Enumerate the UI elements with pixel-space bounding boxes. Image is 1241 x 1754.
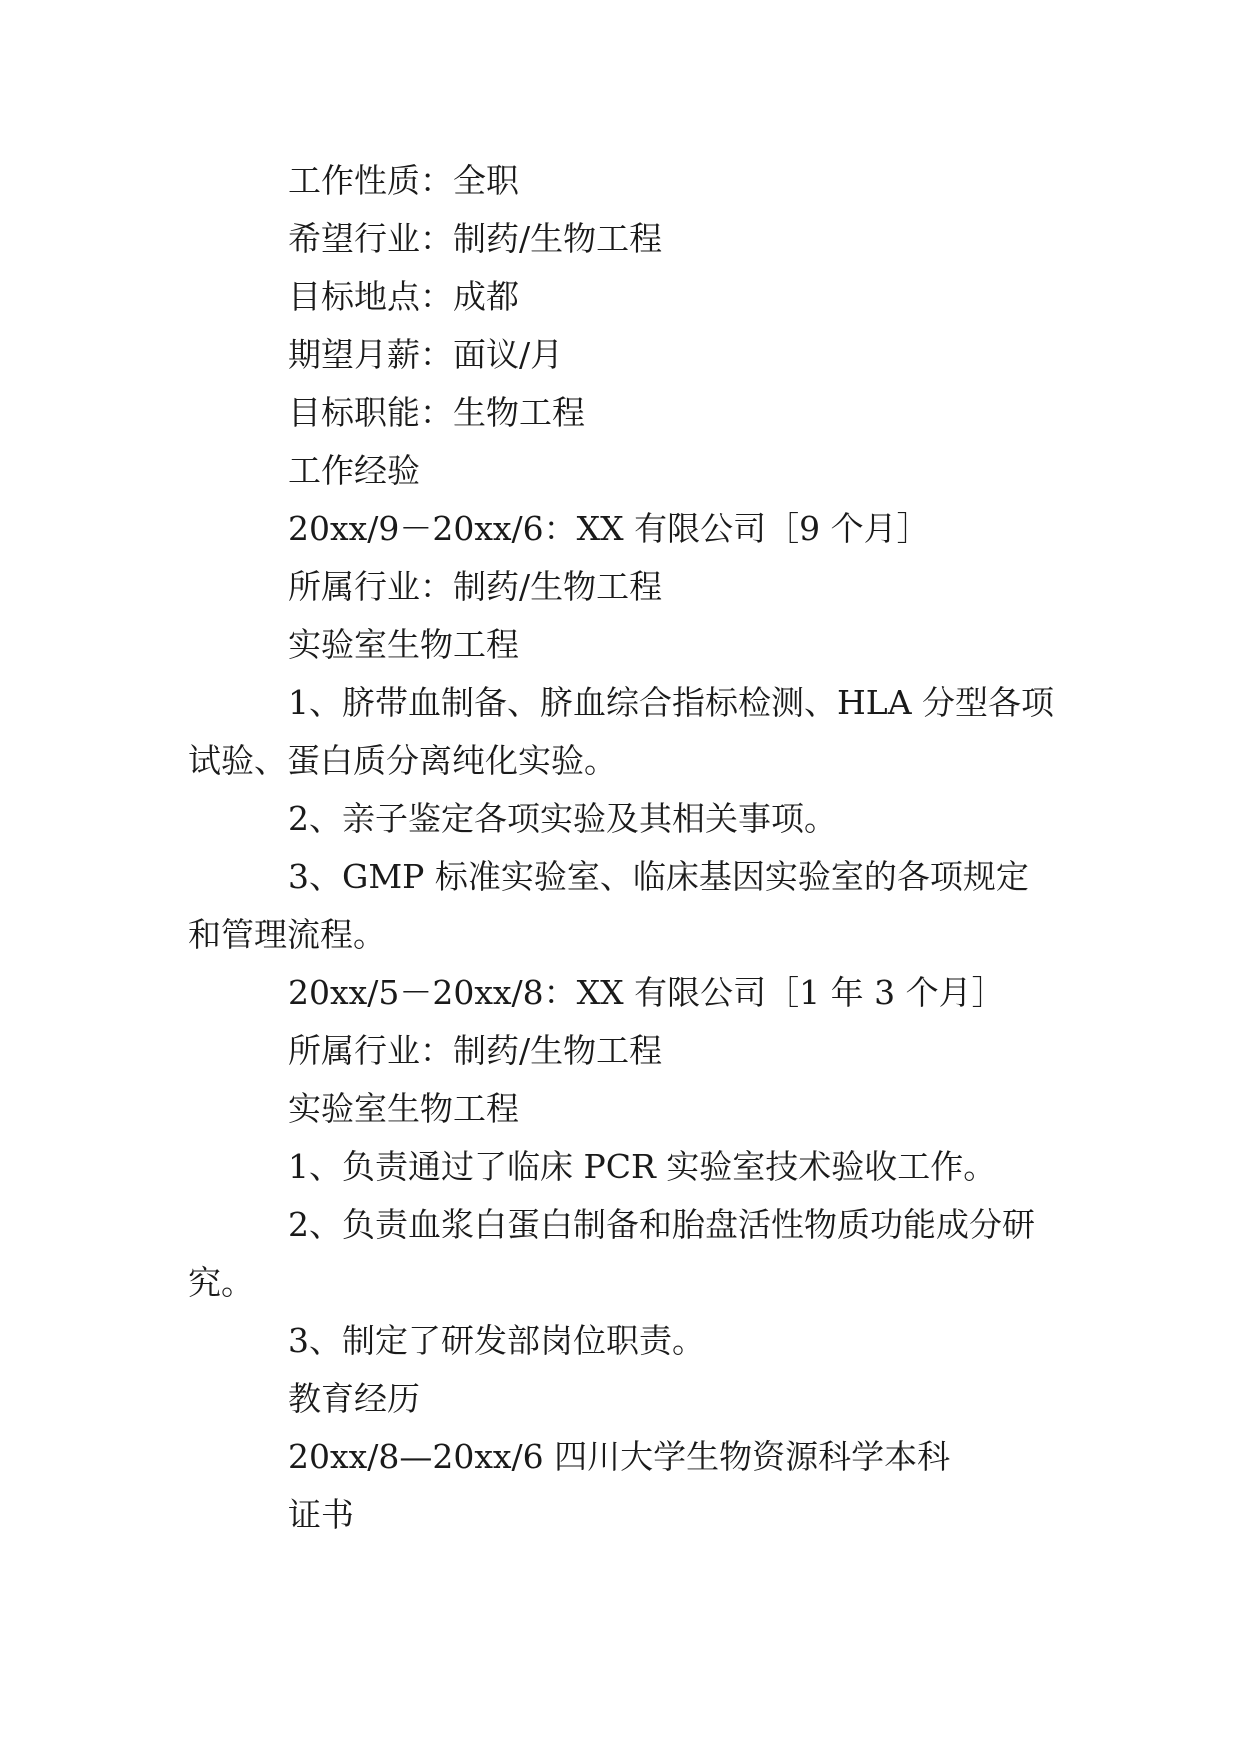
desired-industry: 希望行业：制药/生物工程 [288, 219, 663, 258]
job-1-industry: 所属行业：制药/生物工程 [288, 567, 663, 606]
section-heading-education: 教育经历 [288, 1379, 420, 1418]
job-2-title: 实验室生物工程 [288, 1089, 519, 1128]
section-heading-work-experience: 工作经验 [288, 451, 420, 490]
target-function: 目标职能：生物工程 [288, 393, 585, 432]
section-heading-certificates: 证书 [288, 1495, 354, 1534]
job-2-duty-2: 2、负责血浆白蛋白制备和胎盘活性物质功能成分研究。 [188, 1205, 1035, 1302]
job-1-duty-1: 1、脐带血制备、脐血综合指标检测、HLA 分型各项试验、蛋白质分离纯化实验。 [188, 683, 1055, 780]
job-1-period: 20xx/9－20xx/6：XX 有限公司［9 个月］ [288, 509, 930, 548]
job-2-industry: 所属行业：制药/生物工程 [288, 1031, 663, 1070]
job-2-period: 20xx/5－20xx/8：XX 有限公司［1 年 3 个月］ [288, 973, 1005, 1012]
target-location: 目标地点：成都 [288, 277, 519, 316]
education-entry: 20xx/8—20xx/6 四川大学生物资源科学本科 [288, 1437, 951, 1476]
job-2-duty-3: 3、制定了研发部岗位职责。 [288, 1321, 705, 1360]
expected-salary: 期望月薪：面议/月 [288, 335, 564, 374]
job-type: 工作性质：全职 [288, 161, 519, 200]
job-1-title: 实验室生物工程 [288, 625, 519, 664]
resume-body [188, 152, 1054, 1544]
job-2-duty-1: 1、负责通过了临床 PCR 实验室技术验收工作。 [288, 1147, 997, 1186]
job-1-duty-2: 2、亲子鉴定各项实验及其相关事项。 [288, 799, 837, 838]
job-1-duty-3: 3、GMP 标准实验室、临床基因实验室的各项规定和管理流程。 [188, 857, 1029, 954]
